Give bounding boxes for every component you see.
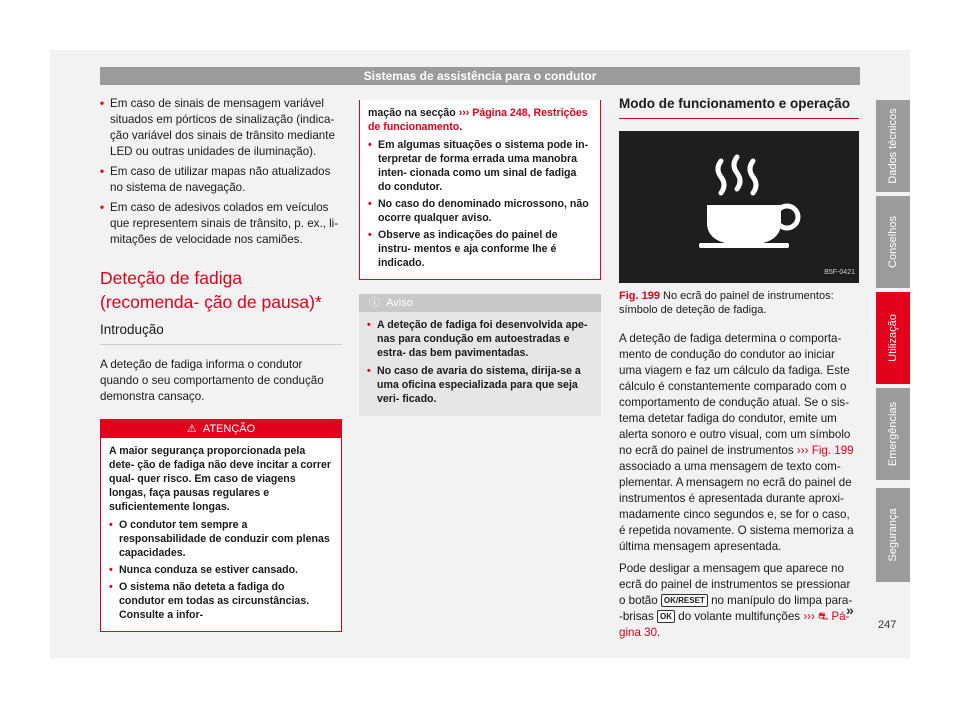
column-1 xyxy=(100,96,342,632)
warning-box xyxy=(100,419,342,632)
coffee-cup-icon xyxy=(619,131,859,283)
list-item: • O sistema não deteta a fadiga do condutor em todas as circunstâncias. Consulte a infor- xyxy=(109,581,310,621)
list-item: • O condutor tem sempre a responsabilidade de conduzir com plenas capacidades. xyxy=(109,519,330,559)
list-item: • Em caso de utilizar mapas não atualizados no sistema de navegação. xyxy=(100,165,331,194)
ok-reset-key-icon: OK/RESET xyxy=(661,594,708,607)
warning-icon: ⚠ xyxy=(186,423,197,435)
bullet-icon: • xyxy=(100,97,105,110)
tab-dados-tecnicos[interactable]: Dados técnicos xyxy=(876,100,910,192)
tab-seguranca[interactable]: Segurança xyxy=(876,488,910,582)
list-item: • A deteção de fadiga foi desenvolvida ape- nas para condução em autoestradas e estra- das bem pavimentadas. xyxy=(367,319,588,359)
page-number: 247 xyxy=(878,619,897,631)
warning-box-continued: mação na secção ››› Página 248, Restrições de funcionamento. • Em algumas situações o sistema pode in- terpretar de forma errada uma manobra inten- cionada como um sinal de fadiga do condutor. • No caso do denominado microssono, não ocorre qualquer aviso. • Observe as indicações do painel de instru- mentos e aja conforme lhe é indicado. xyxy=(359,100,601,280)
bullet-icon: • xyxy=(367,319,371,331)
list-item: • Em caso de sinais de mensagem variável situados em pórticos de sinalização (indica- ção variável dos sinais de trânsito mediante LED ou outras unidades de iluminação). xyxy=(100,97,335,158)
figure-199: B5F-0421 xyxy=(619,131,859,283)
paragraph: A deteção de fadiga determina o comporta- mento de condução do condutor ao iniciar uma viagem e faz um cálculo da fadiga. Este cálculo é constantemente comparado com o comportamento de condução atual. Se o sis- tema detetar fadiga do condutor, emite um alerta sonoro e outro visual, com um símbolo no ecrã do painel de instrumentos ››› Fig. 199 associado a uma mensagem de texto com- plementar. A mensagem no ecrã do painel de instrumentos é apresentada durante aproxi- madamente cinco segundos e, se for o caso, é repetida novamente. O sistema memoriza a última mensagem apresentada. xyxy=(619,332,854,553)
bullet-icon: • xyxy=(368,198,372,210)
page-header: Sistemas de assistência para o condutor xyxy=(100,67,860,85)
warning-text: A maior segurança proporcionada pela dete- ção de fadiga não deve incitar a correr qual- quer risco. Em caso de viagens longas, faça pausas regulares e suficientemente longas. xyxy=(109,445,331,513)
subsection-title: Introdução xyxy=(100,322,342,345)
page-link[interactable]: Página 248, Restrições de funcionamento xyxy=(368,107,588,133)
note-header: ⓘ Aviso xyxy=(359,294,601,312)
bullet-icon: • xyxy=(368,229,372,241)
figure-link[interactable]: Fig. 199 xyxy=(811,444,854,457)
figure-caption: Fig. 199 No ecrã do painel de instrumentos: símbolo de deteção de fadiga. xyxy=(619,290,834,316)
column-2 xyxy=(359,100,601,416)
ok-key-icon: OK xyxy=(657,610,675,623)
section-title: Deteção de fadiga (recomenda- ção de pausa)* xyxy=(100,268,322,312)
tab-conselhos[interactable]: Conselhos xyxy=(876,196,910,288)
column-3 xyxy=(619,96,859,647)
tab-emergencias[interactable]: Emergências xyxy=(876,388,910,480)
paragraph: Pode desligar a mensagem que aparece no ecrã do painel de instrumentos se pressionar o botão OK/RESET no manípulo do limpa para- -brisas OK do volante multifunções ››› ⛐ Pá- gina 30. xyxy=(619,562,853,639)
list-item: • Em caso de adesivos colados em veículos que representem sinais de trânsito, p. ex., li- mitações de velocidade nos camiões. xyxy=(100,201,339,246)
tab-utilizacao[interactable]: Utilização xyxy=(876,292,910,384)
bullet-icon: • xyxy=(100,165,105,178)
bullet-icon: • xyxy=(368,139,372,151)
list-item: • Observe as indicações do painel de instru- mentos e aja conforme lhe é indicado. xyxy=(368,229,558,269)
continue-mark: » xyxy=(846,602,854,618)
bullet-icon: • xyxy=(100,201,105,214)
car-warning-icon: ⛐ xyxy=(818,610,829,623)
list-item: • Em algumas situações o sistema pode in- terpretar de forma errada uma manobra inten- cionada como um sinal de fadiga do condutor. xyxy=(368,139,589,193)
list-item: • No caso de avaria do sistema, dirija-se a uma oficina especializada para que seja veri- ficado. xyxy=(367,365,581,405)
info-icon: ⓘ xyxy=(369,297,380,309)
note-box xyxy=(359,294,601,416)
bullet-icon: • xyxy=(367,365,371,377)
bullet-icon: • xyxy=(109,519,113,531)
bullet-icon: • xyxy=(109,581,113,593)
bullet-icon: • xyxy=(109,564,113,576)
section-title: Modo de funcionamento e operação xyxy=(619,96,859,119)
list-item: • No caso do denominado microssono, não ocorre qualquer aviso. xyxy=(368,198,589,224)
intro-paragraph: A deteção de fadiga informa o condutor quando o seu comportamento de condução demonstra cansaço. xyxy=(100,358,324,403)
page-link[interactable]: Pá- gina 30 xyxy=(619,610,850,639)
list-item: • Nunca conduza se estiver cansado. xyxy=(109,564,298,576)
warning-header: ⚠ ATENÇÃO xyxy=(101,420,341,438)
